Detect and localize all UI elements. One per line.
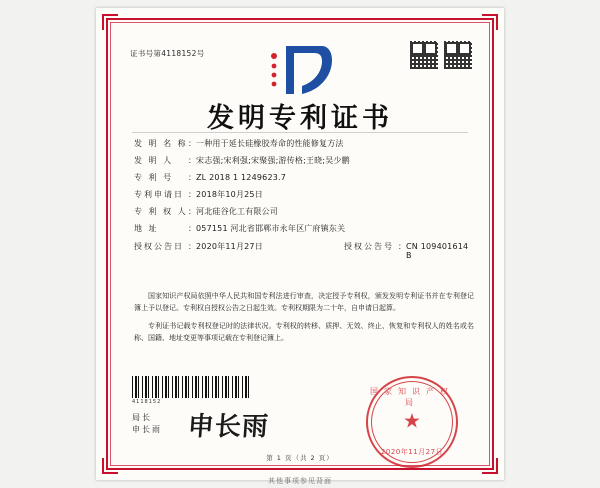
certificate-number: 证书号第4118152号 [130, 49, 205, 58]
legal-paragraph-1: 国家知识产权局依照中华人民共和国专利法进行审查，决定授予专利权，颁发发明专利证书并在专利登记簿上予以登记。专利权自授权公告之日起生效。专利权期限为二十年，自申请日起算。 [134, 292, 474, 313]
field-label: 发 明 名 称 [134, 139, 188, 148]
barcode-caption: 4118152 [132, 399, 162, 405]
barcode-icon [132, 376, 250, 398]
field-label: 发 明 人 [134, 156, 174, 166]
field-value: 宋志强;宋利强;宋聚强;游传格;王晓;吴少鹏 [196, 156, 350, 166]
patent-certificate-sheet [96, 8, 504, 480]
field-list [134, 139, 474, 268]
field-colon: ： [188, 190, 196, 200]
page-footer: 第 1 页（共 2 页） [266, 454, 334, 462]
star-icon: ★ [403, 408, 421, 433]
corner-ornament-top-left [102, 14, 118, 30]
field-value: 2020年11月27日 [196, 241, 263, 251]
document-footer-note: 其他事项参见背面 [268, 477, 332, 485]
field-row-application-date [134, 190, 474, 200]
field-row-grant [134, 242, 474, 261]
field-colon: ： [188, 173, 196, 183]
corner-ornament-top-right [482, 14, 498, 30]
national-patent-emblem-icon [264, 42, 336, 98]
field-colon: ： [188, 241, 196, 251]
page-title: 发明专利证书 [207, 103, 393, 134]
field-colon: ： [188, 224, 196, 234]
qr-code-secondary-icon [444, 41, 472, 69]
field-colon: ： [188, 207, 196, 217]
field-value: 057151 河北省邯郸市永年区广府镇东关 [196, 224, 346, 234]
field-value: 2018年10月25日 [196, 190, 263, 200]
field-label: 授权公告日 [134, 241, 184, 251]
field-label: 专利申请日 [134, 190, 184, 200]
field-row-patent-number [134, 173, 474, 183]
legal-statement [134, 290, 474, 349]
field-label: 专 利 权 人 [134, 207, 188, 217]
field-colon: ： [398, 241, 406, 251]
field-label: 专 利 号 [134, 173, 174, 183]
signature-name: 申长雨 [132, 425, 162, 434]
field-value: 一种用于延长硅橡胶寿命的性能修复方法 [196, 139, 344, 148]
field-grant-number [344, 242, 474, 261]
handwritten-signature: 申长雨 [186, 412, 270, 442]
seal-text: 国家知识产权局 [370, 387, 454, 407]
seal-date: 2020年11月27日 [380, 448, 444, 456]
field-colon: ： [188, 156, 196, 166]
qr-code-icon [410, 41, 438, 69]
signature-block [132, 412, 162, 436]
field-row-inventors [134, 156, 474, 166]
field-value: CN 109401614 B [406, 241, 469, 261]
legal-paragraph-2: 专利证书记载专利权登记时的法律状况。专利权的转移、质押、无效、终止、恢复和专利权人的姓名或名称、国籍、地址变更等事项记载在专利登记簿上。 [134, 321, 474, 342]
field-colon: ： [188, 139, 196, 148]
field-row-patentee [134, 207, 474, 217]
field-grant-date [134, 242, 344, 252]
field-row-invention-name [134, 139, 474, 149]
field-row-address [134, 224, 474, 234]
field-value: ZL 2018 1 1249623.7 [196, 173, 287, 183]
field-value: 河北硅谷化工有限公司 [196, 207, 278, 217]
title-divider [132, 132, 468, 133]
signature-title: 局长 [132, 413, 152, 422]
field-label: 地 址 [134, 224, 159, 234]
field-label: 授权公告号 [344, 241, 394, 251]
